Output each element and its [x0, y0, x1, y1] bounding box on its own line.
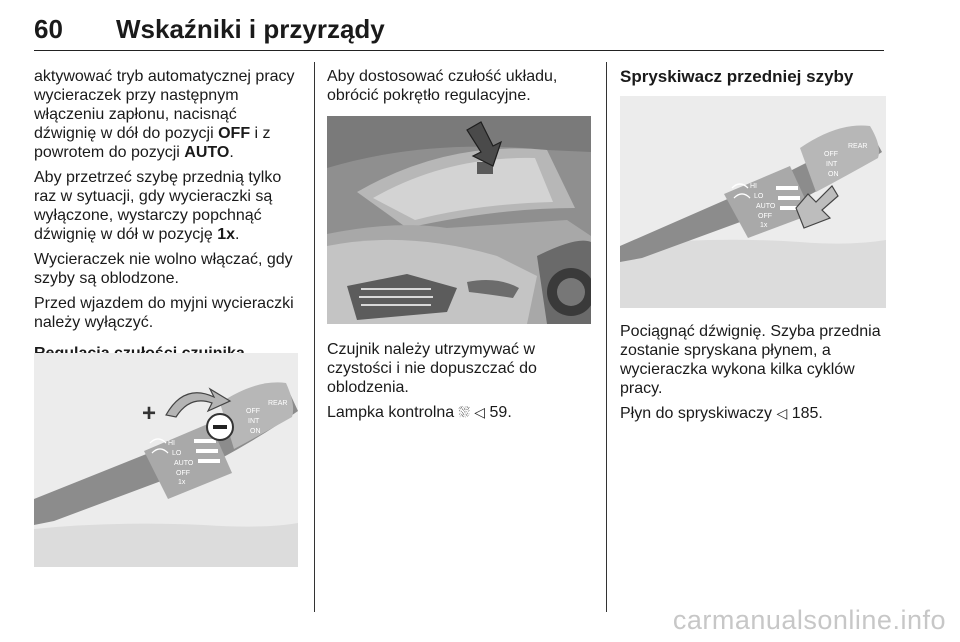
wiper-lever-sensitivity-figure	[34, 353, 298, 567]
lever-label-off-2: OFF	[176, 470, 190, 477]
lever-label-on: ON	[828, 171, 839, 178]
lever-label-off: OFF	[246, 408, 260, 415]
watermark: carmanualsonline.info	[672, 605, 946, 635]
lever-label-lo: LO	[172, 450, 182, 457]
lever-label-auto: AUTO	[756, 203, 776, 210]
term-1x: 1x	[217, 226, 235, 243]
paragraph-washer-fluid-ref: Płyn do spryskiwaczy ◁ 185.	[620, 405, 823, 422]
lever-label-int: INT	[248, 418, 260, 425]
column-1	[34, 67, 302, 388]
lever-label-on: ON	[250, 428, 261, 435]
lever-label-auto: AUTO	[174, 460, 194, 467]
header-rule	[34, 50, 884, 51]
lever-label-1x: 1x	[178, 479, 186, 486]
plus-label: +	[142, 400, 157, 427]
paragraph-keep-clean: Czujnik należy utrzymywać w czystości i nie dopuszczać do oblodzenia.	[327, 341, 537, 396]
section-heading-washer: Spryskiwacz przedniej szyby	[620, 67, 854, 86]
rain-sensor-car-figure	[327, 116, 591, 324]
lever-label-1x: 1x	[760, 222, 768, 229]
term-auto: AUTO	[184, 144, 230, 161]
page-title: Wskaźniki i przyrządy	[116, 14, 385, 44]
column-divider-2	[606, 62, 607, 612]
lever-label-lo: LO	[754, 193, 764, 200]
column-3-lower	[620, 322, 890, 430]
rain-sensor-icon: ⛆	[458, 405, 470, 421]
page-ref-arrow-icon: ◁	[776, 406, 788, 422]
page-number: 60	[34, 14, 63, 44]
lever-label-hi: HI	[168, 440, 175, 447]
paragraph-auto-mode: aktywować tryb automatycznej pracy wycieraczek przy następnym włączeniu zapłonu, nacisnąć dźwignię w dół do pozycji OFF i z powrotem do pozycji AUTO.	[34, 68, 295, 161]
lever-label-hi: HI	[750, 183, 757, 190]
term-off: OFF	[218, 125, 251, 142]
paragraph-ice-warning: Wycieraczek nie wolno włączać, gdy szyby są oblodzone.	[34, 251, 293, 287]
paragraph-single-wipe: Aby przetrzeć szybę przednią tylko raz w sytuacji, gdy wycieraczki są wyłączone, wystarczy popchnąć dźwignię w dół w pozycję 1x.	[34, 169, 282, 243]
lever-label-off-2: OFF	[758, 213, 772, 220]
lever-label-off: OFF	[824, 151, 838, 158]
washer-lever-figure	[620, 96, 886, 308]
paragraph-car-wash: Przed wjazdem do myjni wycieraczki należy wyłączyć.	[34, 295, 294, 331]
column-2	[327, 67, 595, 111]
paragraph-pull-lever: Pociągnąć dźwignię. Szyba przednia zostanie spryskana płynem, a wycieraczka wykona kilka cyklów pracy.	[620, 323, 881, 397]
lever-label-rear: REAR	[848, 143, 868, 150]
column-2-lower	[327, 340, 595, 429]
column-3	[620, 67, 890, 92]
paragraph-indicator-ref: Lampka kontrolna ⛆ ◁ 59.	[327, 404, 512, 421]
lever-label-int: INT	[826, 161, 838, 168]
paragraph-adjust-sensitivity: Aby dostosować czułość układu, obrócić pokrętło regulacyjne.	[327, 68, 558, 104]
lever-label-rear: REAR	[268, 400, 288, 407]
column-divider-1	[314, 62, 315, 612]
page-ref-arrow-icon: ◁	[474, 405, 486, 421]
